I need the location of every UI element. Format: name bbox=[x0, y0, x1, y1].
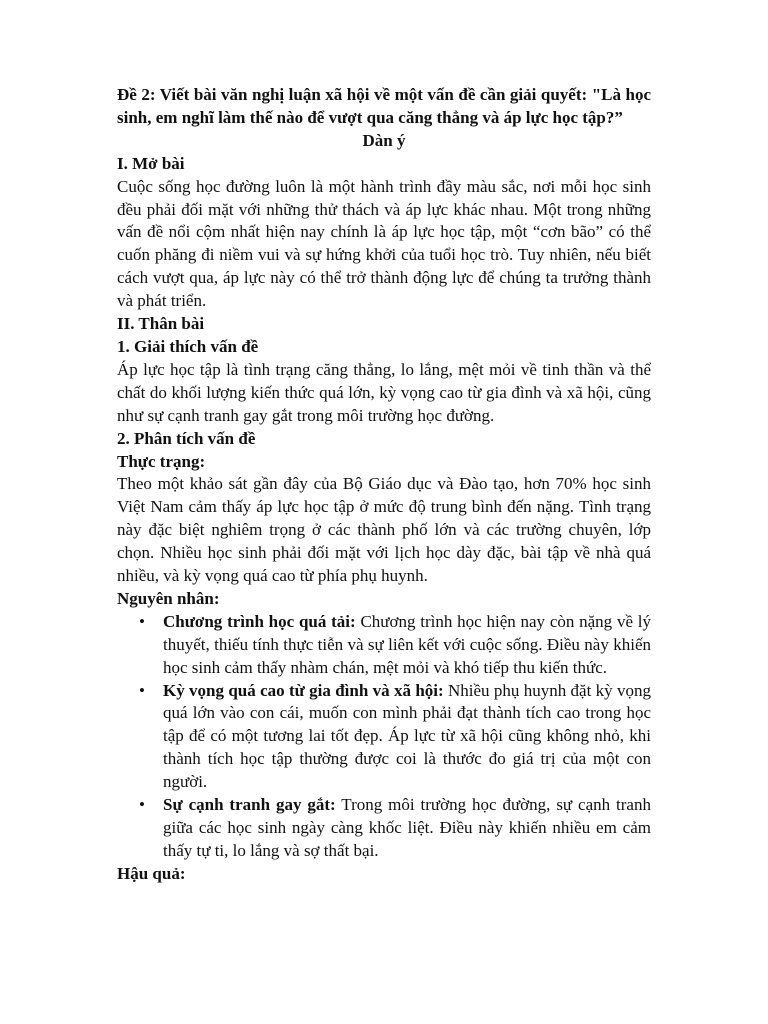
document-page bbox=[117, 84, 651, 886]
intro-paragraph: Cuộc sống học đường luôn là một hành trình đầy màu sắc, nơi mỗi học sinh đều phải đối mặt với những thử thách và áp lực khác nhau. Một trong những vấn đề nổi cộm nhất hiện nay chính là áp lực học tập, một “cơn bão” có thể cuốn phăng đi niềm vui và sự hứng khởi của tuổi học trò. Tuy nhiên, nếu biết cách vượt qua, áp lực này có thể trở thành động lực để chúng ta trưởng thành và phát triển. bbox=[117, 176, 651, 311]
causes-heading: Nguyên nhân: bbox=[117, 588, 220, 608]
cause-text: Trong môi trường học đường, sự cạnh tranh giữa các học sinh ngày càng khốc liệt. Điều này khiến nhiều em cảm thấy tự ti, lo lắng và sợ thất bại. bbox=[163, 795, 651, 860]
reality-paragraph: Theo một khảo sát gần đây của Bộ Giáo dục và Đào tạo, hơn 70% học sinh Việt Nam cảm thấy áp lực học tập ở mức độ trung bình đến nặng. Tình trạng này đặc biệt nghiêm trọng ở các thành phố lớn và các trường chuyên, lớp chọn. Nhiều học sinh phải đối mặt với lịch học dày đặc, bài tập về nhà quá nhiều, và kỳ vọng quá cao từ phía phụ huynh. bbox=[117, 474, 651, 586]
consequences-heading: Hậu quả: bbox=[117, 863, 186, 883]
essay-title: Đề 2: Viết bài văn nghị luận xã hội về một vấn đề cần giải quyết: "Là học sinh, em nghĩ làm thế nào để vượt qua căng thẳng và áp lực học tập?” bbox=[117, 85, 651, 127]
body-heading: II. Thân bài bbox=[117, 314, 205, 334]
causes-list bbox=[117, 611, 651, 863]
cause-text: Chương trình học hiện nay còn nặng về lý thuyết, thiếu tính thực tiễn và sự liên kết với cuộc sống. Điều này khiến học sinh cảm thấy nhàm chán, mệt mỏi và khó tiếp thu kiến thức. bbox=[163, 611, 651, 677]
cause-text: Nhiều phụ huynh đặt kỳ vọng quá lớn vào con cái, muốn con mình phải đạt thành tích cao trong học tập để có một tương lai tốt đẹp. Áp lực từ xã hội cũng không nhỏ, khi thành tích học tập thường được coi là thước đo giá trị của một con người. bbox=[163, 680, 651, 792]
outline-heading: Dàn ý bbox=[362, 130, 406, 150]
bullet-icon: • bbox=[139, 611, 145, 631]
section2-heading: 2. Phân tích vấn đề bbox=[117, 428, 256, 448]
bullet-icon: • bbox=[139, 680, 145, 700]
reality-heading: Thực trạng: bbox=[117, 451, 206, 471]
section1-heading: 1. Giải thích vấn đề bbox=[117, 336, 259, 356]
intro-heading: I. Mở bài bbox=[117, 153, 185, 173]
cause-label: Sự cạnh tranh gay gắt: bbox=[163, 795, 336, 815]
bullet-icon: • bbox=[139, 795, 145, 815]
cause-label: Kỳ vọng quá cao từ gia đình và xã hội: bbox=[163, 680, 444, 700]
list-item bbox=[139, 794, 651, 863]
section1-paragraph: Áp lực học tập là tình trạng căng thẳng, lo lắng, mệt mỏi về tinh thần và thể chất do khối lượng kiến thức quá lớn, kỳ vọng cao từ gia đình và xã hội, cũng như sự cạnh tranh gay gắt trong môi trường học đường. bbox=[117, 359, 651, 425]
cause-label: Chương trình học quá tải: bbox=[163, 611, 356, 631]
list-item bbox=[139, 611, 651, 680]
list-item bbox=[139, 680, 651, 795]
